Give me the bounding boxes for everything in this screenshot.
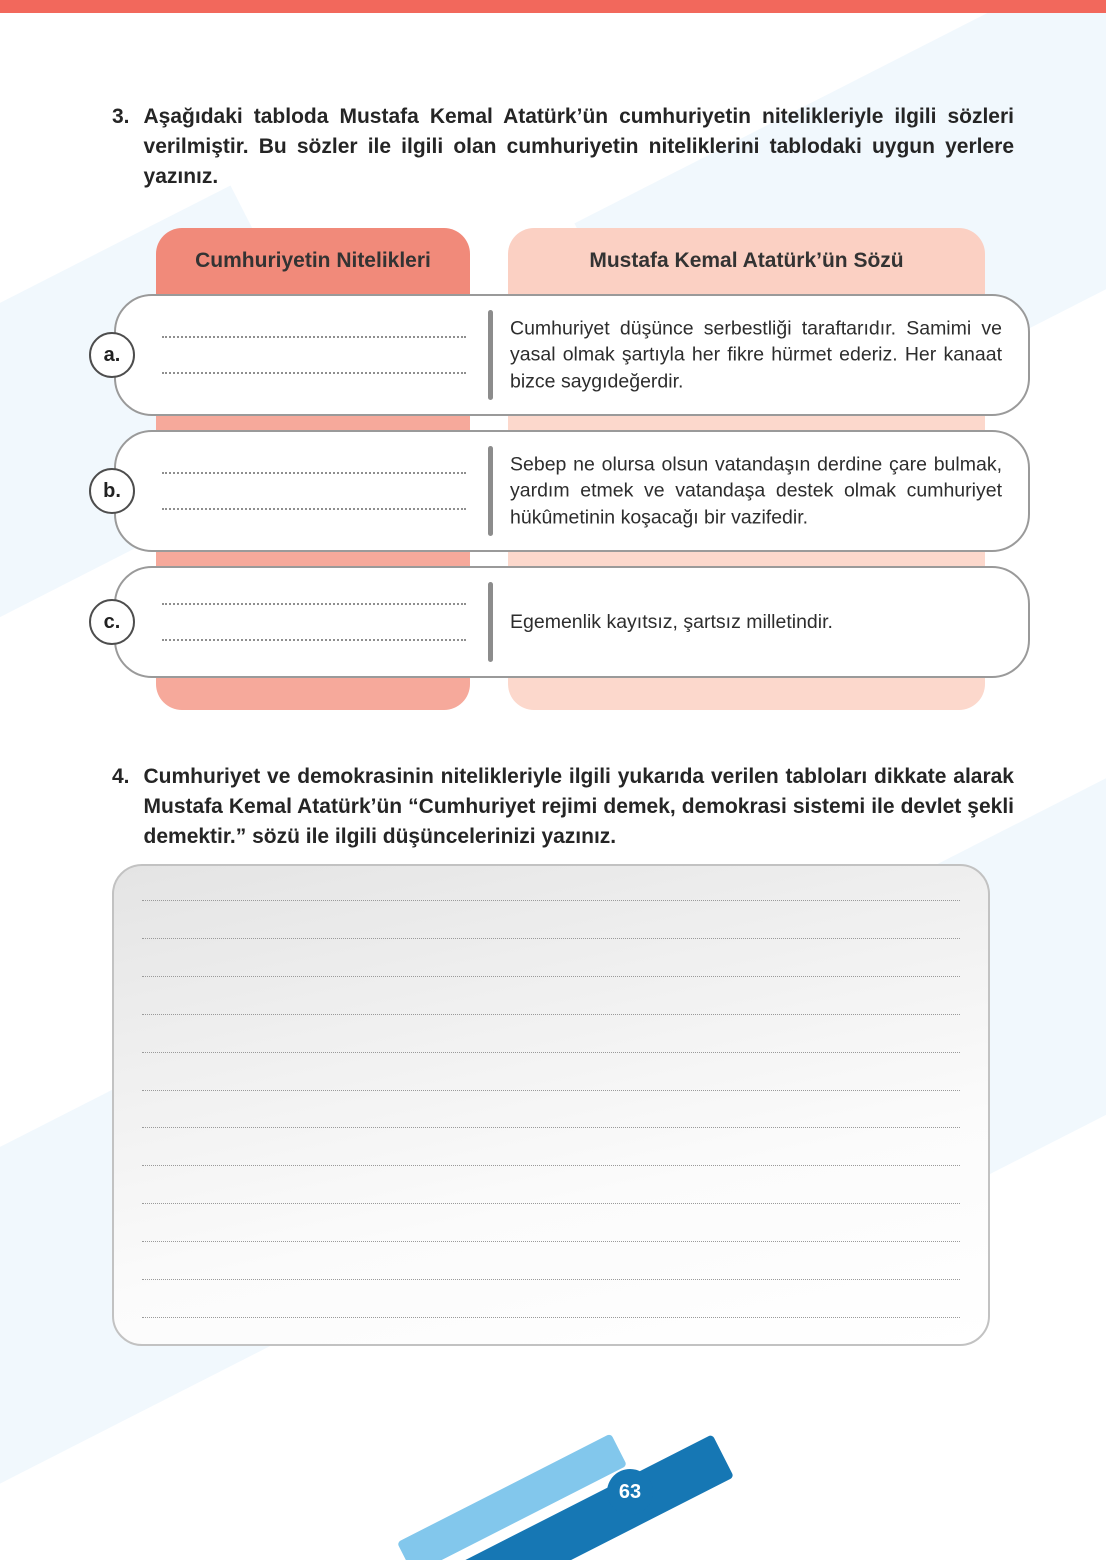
answer-line [142, 938, 960, 939]
dotted-line [162, 336, 466, 338]
question-3 [112, 102, 1014, 191]
question-4-number: 4. [112, 765, 130, 788]
answer-line [142, 1090, 960, 1091]
table-row-b [103, 430, 1030, 552]
row-label-circle: c. [89, 599, 135, 645]
dotted-line [162, 472, 466, 474]
row-divider [488, 310, 493, 400]
quote-text-b: Sebep ne olursa olsun vatandaşın derdine çare bulmak, yardım etmek ve vatandaşa destek olmak cumhuriyet hükûmetinin koşacağı bir vazifedir. [510, 453, 1002, 529]
answer-line [142, 1127, 960, 1128]
answer-line [142, 1279, 960, 1280]
table-row-a [103, 294, 1030, 416]
answer-line [142, 1317, 960, 1318]
page-number-badge: 63 [607, 1469, 653, 1515]
dotted-line [162, 372, 466, 374]
answer-blank-c [162, 568, 466, 676]
row-label-circle: a. [89, 332, 135, 378]
answer-lines [142, 900, 960, 1318]
row-divider [488, 582, 493, 662]
row-label-circle: b. [89, 468, 135, 514]
quote-text-c: Egemenlik kayıtsız, şartsız milletindir. [510, 610, 833, 633]
table-header-qualities: Cumhuriyetin Nitelikleri [156, 228, 470, 294]
dotted-line [162, 508, 466, 510]
row-divider [488, 446, 493, 536]
answer-line [142, 1052, 960, 1053]
answer-line [142, 1014, 960, 1015]
question-4-text: Cumhuriyet ve demokrasinin nitelikleriyle ilgili yukarıda verilen tabloları dikkate alarak Mustafa Kemal Atatürk’ün “Cumhuriyet rejimi demek, demokrasi sistemi ile devlet şekli demektir.” sözü ile ilgili düşüncelerinizi yazınız. [143, 765, 1014, 848]
table-header-quotes: Mustafa Kemal Atatürk’ün Sözü [508, 228, 985, 294]
dotted-line [162, 603, 466, 605]
answer-blank-a [162, 296, 466, 414]
answer-line [142, 1165, 960, 1166]
answer-line [142, 1203, 960, 1204]
quote-text-a: Cumhuriyet düşünce serbestliği taraftarıdır. Samimi ve yasal olmak şartıyla her fikre hürmet ederiz. Her kanaat bizce saygıdeğerdir. [510, 317, 1002, 393]
question-3-number: 3. [112, 105, 130, 128]
dotted-line [162, 639, 466, 641]
matching-table [103, 228, 1032, 710]
answer-line [142, 1241, 960, 1242]
answer-blank-b [162, 432, 466, 550]
question-4 [112, 762, 1014, 851]
answer-box [112, 864, 990, 1346]
table-row-c [103, 566, 1030, 678]
question-3-text: Aşağıdaki tabloda Mustafa Kemal Atatürk’ün cumhuriyetin nitelikleriyle ilgili sözleri verilmiştir. Bu sözler ile ilgili olan cumhuriyetin niteliklerini tablodaki uygun yerlere yazınız. [143, 105, 1014, 188]
top-accent-bar [0, 0, 1106, 13]
answer-line [142, 976, 960, 977]
answer-line [142, 900, 960, 901]
